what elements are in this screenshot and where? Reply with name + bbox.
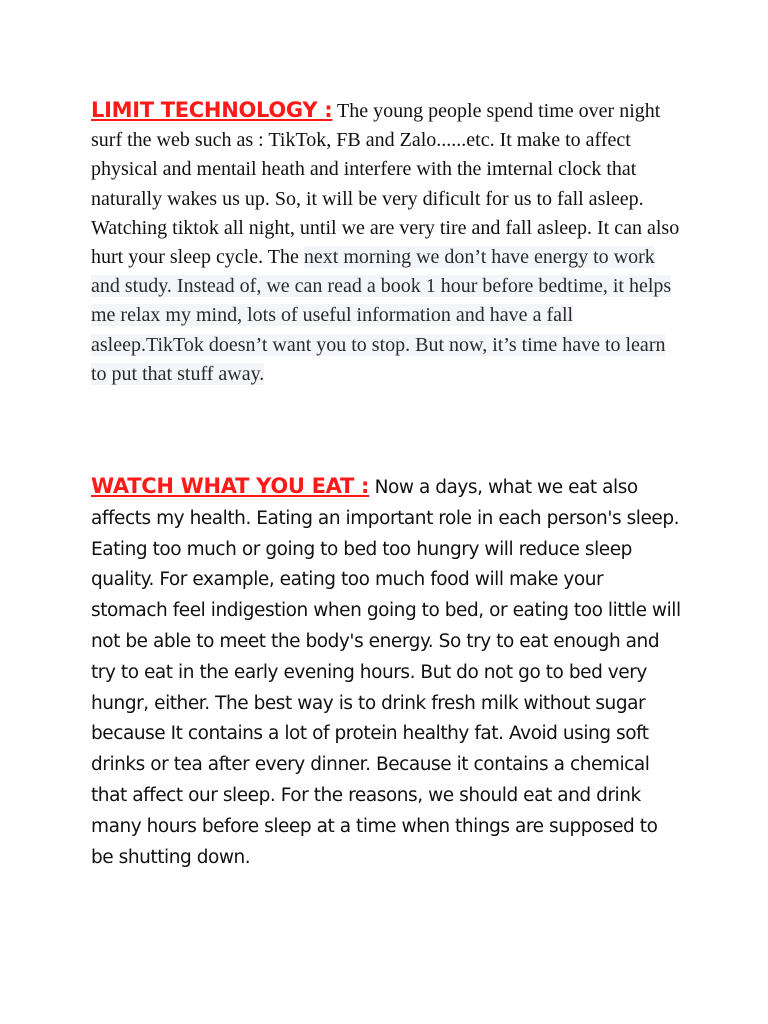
watch-what-you-eat-paragraph	[91, 471, 681, 873]
limit-technology-shaded-body: next morning we don’t have energy to work and study. Instead of, we can read a book 1 hour before bedtime, it helps me relax my mind, lots of useful information and have a fall asleep.TikTok doesn’t want you to stop. But now, it’s time have to learn to put that stuff away.	[91, 246, 672, 385]
watch-what-you-eat-body: Now a days, what we eat also affects my health. Eating an important role in each person's sleep. Eating too much or going to bed too hungry will reduce sleep quality. For example, eating too much food will make your stomach feel indigestion when going to bed, or eating too little will not be able to meet the body's energy. So try to eat enough and try to eat in the early evening hours. But do not go to bed very hungr, either. The best way is to drink fresh milk without sugar because It contains a lot of protein healthy fat. Avoid using soft drinks or tea after every dinner. Because it contains a chemical that affect our sleep. For the reasons, we should eat and drink many hours before sleep at a time when things are supposed to be shutting down.	[91, 477, 681, 868]
limit-technology-paragraph	[91, 96, 681, 389]
watch-what-you-eat-heading: WATCH WHAT YOU EAT :	[91, 474, 370, 498]
limit-technology-heading: LIMIT TECHNOLOGY :	[91, 98, 333, 122]
limit-technology-body: The young people spend time over night surf the web such as : TikTok, FB and Zalo......etc. It make to affect physical and mentail heath and interfere with the imternal clock that naturally wakes us up. So, it will be very dificult for us to fall asleep. Watching tiktok all night, until we are very tire and fall asleep. It can also hurt your sleep cycle. The	[91, 100, 680, 269]
